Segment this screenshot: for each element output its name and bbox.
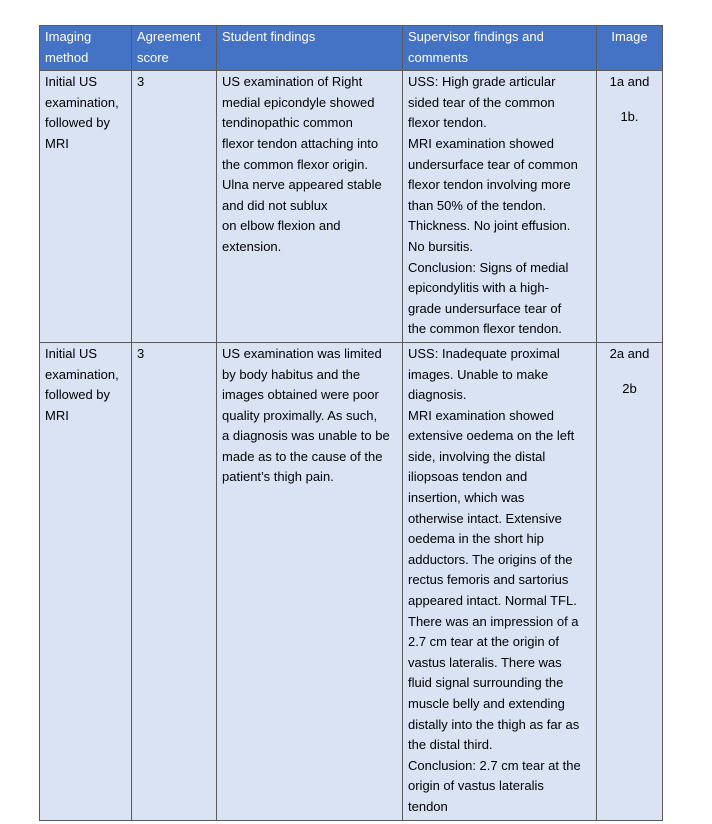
text-line: 2.7 cm tear at the origin of (408, 634, 560, 650)
text-line: oedema in the short hip (408, 531, 544, 547)
header-image (597, 26, 663, 71)
text-line: tendon (408, 798, 448, 814)
text-line: the common flexor tendon. (408, 321, 562, 337)
text-line: Conclusion: 2.7 cm tear at the (408, 757, 581, 773)
text-line: fluid signal surrounding the (408, 675, 564, 691)
header-student-findings (217, 26, 403, 71)
text-line: followed by (45, 387, 111, 403)
header-imaging-method (40, 26, 132, 71)
text-line: the common flexor origin. (222, 156, 368, 172)
header-row (40, 26, 663, 71)
text-line: flexor tendon attaching into (222, 135, 379, 151)
text-line: a diagnosis was unable to be (222, 428, 390, 444)
text-line: examination, (45, 366, 119, 382)
text-line: score (137, 49, 169, 65)
text-line: distally into the thigh as far as (408, 716, 580, 732)
cell-agreement-score (132, 71, 217, 343)
text-line: Thickness. No joint effusion. (408, 218, 571, 234)
text-line: examination, (45, 94, 119, 110)
text-line: method (45, 49, 89, 65)
text-line: patient’s thigh pain. (222, 469, 334, 485)
text-line: and did not sublux (222, 197, 328, 213)
cell-imaging-method (40, 342, 132, 820)
text-line: images obtained were poor (222, 387, 379, 403)
text-line: adductors. The origins of the (408, 551, 573, 567)
findings-table (39, 25, 663, 821)
text-line: images. Unable to make (408, 366, 549, 382)
text-line: 3 (137, 74, 145, 90)
text-line: MRI (45, 407, 69, 423)
text-line: by body habitus and the (222, 366, 361, 382)
text-line: MRI (45, 135, 69, 151)
text-line: vastus lateralis. There was (408, 654, 562, 670)
text-line: medial epicondyle showed (222, 94, 375, 110)
text-line: side, involving the distal (408, 448, 546, 464)
text-line: USS: Inadequate proximal (408, 345, 560, 361)
text-line: on elbow flexion and (222, 218, 341, 234)
text-line: diagnosis. (408, 387, 467, 403)
text-line: quality proximally. As such, (222, 407, 378, 423)
text-line: sided tear of the common (408, 94, 555, 110)
cell-supervisor-findings (403, 71, 597, 343)
text-line: extensive oedema on the left (408, 428, 575, 444)
cell-image-ref (597, 71, 663, 343)
text-line: the distal third. (408, 737, 493, 753)
text-line: rectus femoris and sartorius (408, 572, 569, 588)
text-line: appeared intact. Normal TFL. (408, 593, 577, 609)
cell-student-findings (217, 342, 403, 820)
text-line: muscle belly and extending (408, 696, 565, 711)
cell-imaging-method (40, 71, 132, 343)
text-line: than 50% of the tendon. (408, 197, 547, 213)
text-line: Initial US (45, 345, 98, 361)
text-line: tendinopathic common (222, 115, 353, 131)
text-line: US examination was limited (222, 345, 382, 361)
header-agreement-score (132, 26, 217, 71)
text-line: MRI examination showed (408, 135, 554, 151)
text-line: There was an impression of a (408, 613, 579, 629)
table-row (40, 71, 663, 343)
text-line: Student findings (222, 29, 316, 44)
text-line: 2a and (609, 345, 650, 361)
cell-supervisor-findings (403, 342, 597, 820)
cell-image-ref (597, 342, 663, 820)
text-line: origin of vastus lateralis (408, 778, 544, 794)
text-line: No bursitis. (408, 238, 474, 254)
text-line: 2b (622, 380, 637, 396)
text-line: grade undersurface tear of (408, 300, 562, 316)
text-line: USS: High grade articular (408, 74, 556, 90)
text-line: US examination of Right (222, 74, 363, 90)
text-line: epicondylitis with a high- (408, 280, 549, 296)
text-line: followed by (45, 115, 111, 131)
text-line: MRI examination showed (408, 407, 554, 423)
text-line: Imaging (45, 29, 92, 44)
text-line: undersurface tear of common (408, 156, 578, 172)
text-line: insertion, which was (408, 490, 525, 506)
text-line: otherwise intact. Extensive (408, 510, 562, 526)
text-line: Ulna nerve appeared stable (222, 177, 382, 193)
text-line: Supervisor findings and (408, 29, 544, 44)
text-line: extension. (222, 238, 282, 254)
table-row (40, 342, 663, 820)
table-body (40, 71, 663, 820)
text-line: 1a and (609, 74, 650, 90)
cell-student-findings (217, 71, 403, 343)
text-line: Initial US (45, 74, 98, 90)
cell-agreement-score (132, 342, 217, 820)
text-line: iliopsoas tendon and (408, 469, 528, 485)
text-line: flexor tendon involving more (408, 177, 571, 193)
text-line: comments (408, 49, 468, 65)
header-supervisor-findings (403, 26, 597, 71)
text-line: Agreement (137, 29, 201, 44)
table-header (40, 26, 663, 71)
text-line: 1b. (620, 108, 639, 124)
text-line: Conclusion: Signs of medial (408, 259, 569, 275)
text-line: Image (611, 29, 648, 44)
text-line: made as to the cause of the (222, 448, 383, 464)
text-line: 3 (137, 345, 145, 361)
text-line: flexor tendon. (408, 115, 487, 131)
